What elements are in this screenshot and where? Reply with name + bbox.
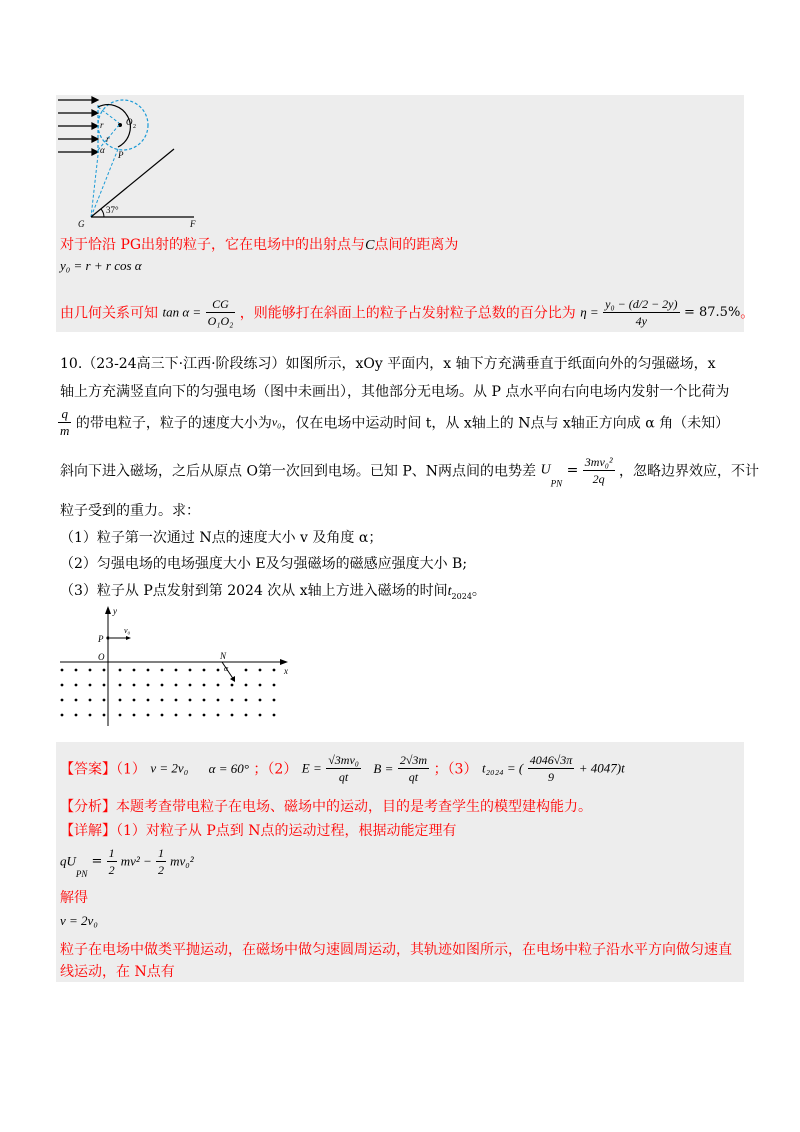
fig2-label-N: N [220, 651, 227, 661]
eq-y0: y₀ = r + r cos α [60, 258, 142, 273]
question-line-1: 10.（23-24高三下·江西·阶段练习）如图所示，xOy 平面内，x 轴下方充满垂直于纸面向外的匀强磁场，x [60, 356, 716, 372]
velocity-result: v = 2v₀ [60, 913, 98, 928]
sub-question-2: （2）匀强电场的电场强度大小 E及匀强磁场的磁感应强度大小 B; [60, 556, 468, 572]
fig1-label-O2: O [126, 117, 133, 127]
sub-question-3: （3）粒子从 P点发射到第 2024 次从 x轴上方进入磁场的时间$t_{2024}$。 [60, 583, 486, 601]
fig1-label-G: G [78, 219, 85, 229]
detail-line: 【详解】（1）对粒子从 P点到 N点的运动过程，根据动能定理有 [60, 823, 457, 839]
figure-coordinate-field [56, 604, 296, 728]
question-line-4: 斜向下进入磁场，之后从原点 O第一次回到电场。已知 P、N两点间的电势差 $U_{PN}$ = $\frac{\text{3mv₀²}}{2q}$ ，忽略边界效应，不计 [60, 455, 759, 489]
analysis-line: 【分析】本题考查带电粒子在电场、磁场中的运动，目的是考查学生的模型建构能力。 [60, 799, 592, 815]
question-line-5: 粒子受到的重力。求： [60, 503, 200, 519]
detail-paragraph-2: 线运动，在 N点有 [60, 964, 175, 980]
fig1-label-F: F [190, 219, 196, 229]
fig2-label-v0: v₀ [124, 626, 131, 635]
question-line-3: $\frac{q}{m}$ 的带电粒子，粒子的速度大小为v₀，仅在电场中运动时间 t，从 x轴上的 N点与 x轴正方向成 α 角（未知） [60, 406, 730, 438]
fig1-label-P: P [118, 150, 124, 160]
fig2-label-O: O [98, 652, 105, 662]
sub-question-1: （1）粒子第一次通过 N点的速度大小 v 及角度 α； [60, 530, 383, 546]
fig1-angle: 37° [106, 205, 119, 215]
solution-line-1: 对于恰沿 PG出射的粒子，它在电场中的出射点与C点间的距离为 [60, 237, 459, 253]
fig2-label-x: x [284, 666, 288, 676]
svg-text:r: r [106, 134, 110, 144]
svg-text:α: α [100, 145, 105, 155]
fig2-label-alpha: α [224, 664, 229, 673]
svg-text:r: r [100, 120, 104, 130]
answer-line: 【答案】（1） v = 2v₀ α = 60° ；（2） E = $\frac{\text{√3mv₀}}{qt}$ B = $\frac{2√3m}{qt}$ ；（3） t₂₀₂₄ = ( $\frac{4046√3\pi}{9}$ + 4047)t [60, 753, 625, 784]
fig2-label-y: y [113, 606, 117, 616]
fig2-label-P: P [98, 634, 104, 644]
question-line-2: 轴上方充满竖直向下的匀强电场（图中未画出），其他部分无电场。从 P 点水平向右向电场内发射一个比荷为 [60, 384, 730, 400]
solve-label: 解得 [60, 890, 88, 906]
figure-magnetic-circle [56, 95, 201, 230]
solution-line-3: 由几何关系可知 tan α = $\frac{CG}{\text{O₁O₂}}$ ，则能够打在斜面上的粒子占发射粒子总数的百分比为 η = $\frac{\text{y₀ − (d/2 − 2y)}}{4y}$ = 87.5%。 [60, 297, 755, 328]
detail-paragraph-1: 粒子在电场中做类平抛运动，在磁场中做匀速圆周运动，其轨迹如图所示，在电场中粒子沿水平方向做匀速直 [60, 942, 732, 958]
energy-equation: $qU_{PN}$ = $\frac{1}{2}$ mv² − $\frac{1}{2}$ mv₀² [60, 846, 194, 879]
svg-text:2: 2 [133, 124, 136, 130]
